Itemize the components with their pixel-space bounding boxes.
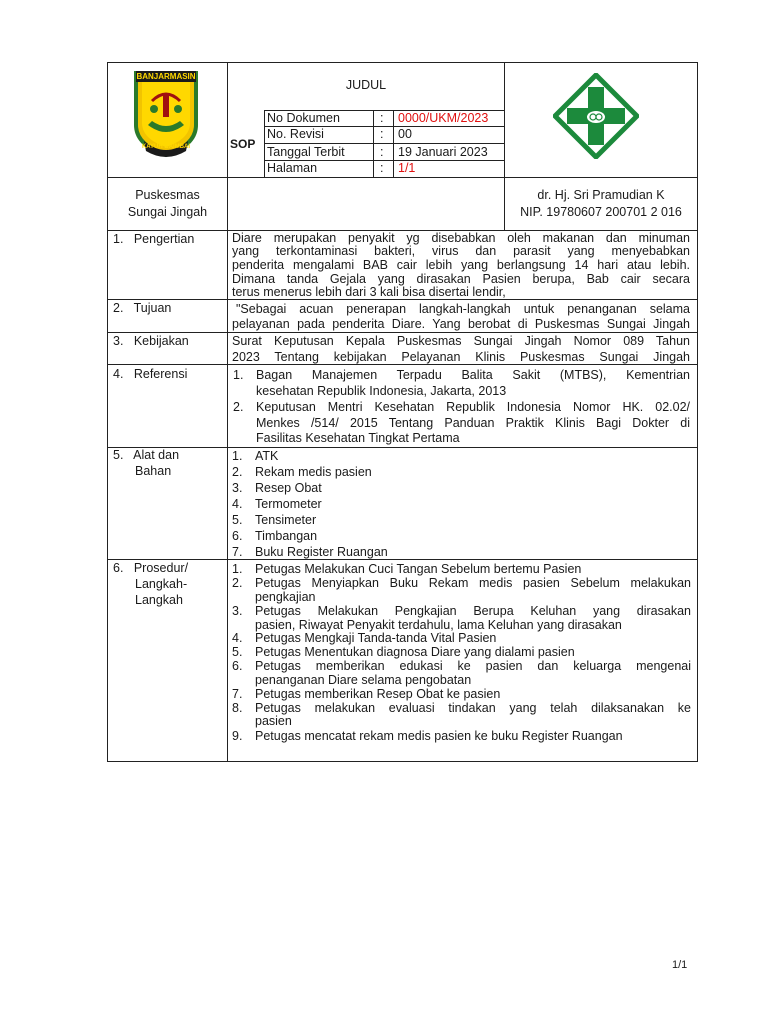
list-line: pasien, Riwayat Penyakit terdahulu, lama Keluhan yang dirasakan <box>255 618 622 632</box>
section-label-prosedur-line3: Langkah <box>135 593 183 607</box>
list-item: Termometer <box>255 497 322 511</box>
list-item: Tensimeter <box>255 513 317 527</box>
page-value: 1/1 <box>398 161 416 175</box>
list-item: Timbangan <box>255 529 318 543</box>
list-number: 1. <box>232 562 243 576</box>
list-number: 7. <box>232 545 243 559</box>
list-number: 2. <box>232 465 243 479</box>
list-line: Petugas Menyiapkan Buku Rekam medis pasien Sebelum melakukan <box>255 576 691 590</box>
doc-row-sep: : <box>380 111 384 125</box>
org-name-line1: Puskesmas <box>135 188 200 202</box>
list-line: kesehatan Republik Indonesia, Jakarta, 2013 <box>256 384 507 398</box>
signer-nip: NIP. 19780607 200701 2 016 <box>520 205 682 219</box>
list-line: Fasilitas Kesehatan Tingkat Pertama <box>256 431 460 445</box>
document-title: JUDUL <box>345 78 387 92</box>
signer-name: dr. Hj. Sri Pramudian K <box>537 188 665 202</box>
list-line: Petugas Melakukan Cuci Tangan Sebelum bertemu Pasien <box>255 562 582 576</box>
doc-row-label: No Dokumen <box>267 111 340 125</box>
section-label-referensi: 4. Referensi <box>113 367 188 381</box>
list-line: pengkajian <box>255 590 316 604</box>
logo-bottom-text: KAYUH BAIMBAI <box>141 144 191 150</box>
body-line: "Sebagai acuan penerapan langkah-langkah untuk penanganan selama <box>236 302 690 316</box>
list-number: 1. <box>233 368 244 382</box>
list-line: penanganan Diare selama pengobatan <box>255 673 472 687</box>
list-line: Petugas Mengkaji Tanda-tanda Vital Pasien <box>255 631 497 645</box>
list-line: Petugas Melakukan Pengkajian Berupa Keluhan yang dirasakan <box>255 604 691 618</box>
body-line: 2023 Tentang kebijakan Pelayanan Klinis Puskesmas Sungai Jingah <box>232 350 690 364</box>
banjarmasin-logo <box>130 67 202 159</box>
list-number: 6. <box>232 659 243 673</box>
list-item: ATK <box>255 449 279 463</box>
section-label-tujuan: 2. Tujuan <box>113 301 172 315</box>
section-label-prosedur: 6. Prosedur/ <box>113 561 189 575</box>
revision-value: 00 <box>398 127 412 141</box>
list-line: Petugas Menentukan diagnosa Diare yang dialami pasien <box>255 645 575 659</box>
doc-row-sep: : <box>380 145 384 159</box>
list-number: 1. <box>232 449 243 463</box>
section-label-alat: 5. Alat dan <box>113 448 180 462</box>
list-number: 4. <box>232 631 243 645</box>
list-line: Bagan Manajemen Terpadu Balita Sakit (MTBS), Kementrian <box>256 368 690 382</box>
issue-date-value: 19 Januari 2023 <box>398 145 488 159</box>
list-number: 4. <box>232 497 243 511</box>
sop-label: SOP <box>230 137 256 151</box>
doc-number-value: 0000/UKM/2023 <box>398 111 489 125</box>
body-line: Diare merupakan penyakit yg disebabkan oleh makanan dan minuman <box>232 231 690 245</box>
list-item: Buku Register Ruangan <box>255 545 388 559</box>
body-line: Dimana tanda Gejala yang dirasakan Pasien berupa, Bab cair secara <box>232 272 690 286</box>
page-number: 1/1 <box>672 959 688 971</box>
body-line: yang terkontaminasi bakteri, virus dan parasit yang menyebabkan <box>232 244 690 258</box>
section-label-pengertian: 1. Pengertian <box>113 232 195 246</box>
doc-row-label: Halaman <box>267 161 318 175</box>
list-item: Resep Obat <box>255 481 322 495</box>
body-line: penderita mengalami BAB cair lebih yang berlangsung 14 hari atau lebih. <box>232 258 690 272</box>
list-line: pasien <box>255 714 292 728</box>
org-name-line2: Sungai Jingah <box>127 205 208 219</box>
list-number: 5. <box>232 645 243 659</box>
section-label-kebijakan: 3. Kebijakan <box>113 334 189 348</box>
body-line: Surat Keputusan Kepala Puskesmas Sungai Jingah Nomor 089 Tahun <box>232 334 690 348</box>
list-number: 5. <box>232 513 243 527</box>
doc-row-sep: : <box>380 161 384 175</box>
section-label-prosedur-line2: Langkah- <box>135 577 188 591</box>
list-line: Petugas memberikan Resep Obat ke pasien <box>255 687 501 701</box>
list-line: Petugas memberikan edukasi ke pasien dan keluarga mengenai <box>255 659 691 673</box>
list-number: 2. <box>232 576 243 590</box>
list-line: Petugas melakukan evaluasi tindakan yang telah dilaksanakan ke <box>255 701 691 715</box>
doc-row-label: No. Revisi <box>267 127 324 141</box>
list-line: Menkes /514/ 2015 Tentang Panduan Praktik Klinis Bagi Dokter di <box>256 416 690 430</box>
list-number: 6. <box>232 529 243 543</box>
list-number: 2. <box>233 400 244 414</box>
body-line: terus menerus lebih dari 3 kali bisa disertai lendir, <box>232 285 506 299</box>
logo-top-text: BANJARMASIN <box>136 72 196 81</box>
list-number: 7. <box>232 687 243 701</box>
list-number: 8. <box>232 701 243 715</box>
list-number: 3. <box>232 481 243 495</box>
section-label-alat-line2: Bahan <box>135 464 172 478</box>
doc-row-sep: : <box>380 127 384 141</box>
list-item: Rekam medis pasien <box>255 465 372 479</box>
list-number: 3. <box>232 604 243 618</box>
list-line: Keputusan Mentri Kesehatan Republik Indonesia Nomor HK. 02.02/ <box>256 400 690 414</box>
body-line: pelayanan pada penderita Diare. Yang berobat di Puskesmas Sungai Jingah <box>232 317 690 331</box>
puskesmas-cross-logo-icon <box>553 73 639 159</box>
doc-row-label: Tanggal Terbit <box>267 145 345 159</box>
list-number: 9. <box>232 729 243 743</box>
list-line: Petugas mencatat rekam medis pasien ke buku Register Ruangan <box>255 729 623 743</box>
